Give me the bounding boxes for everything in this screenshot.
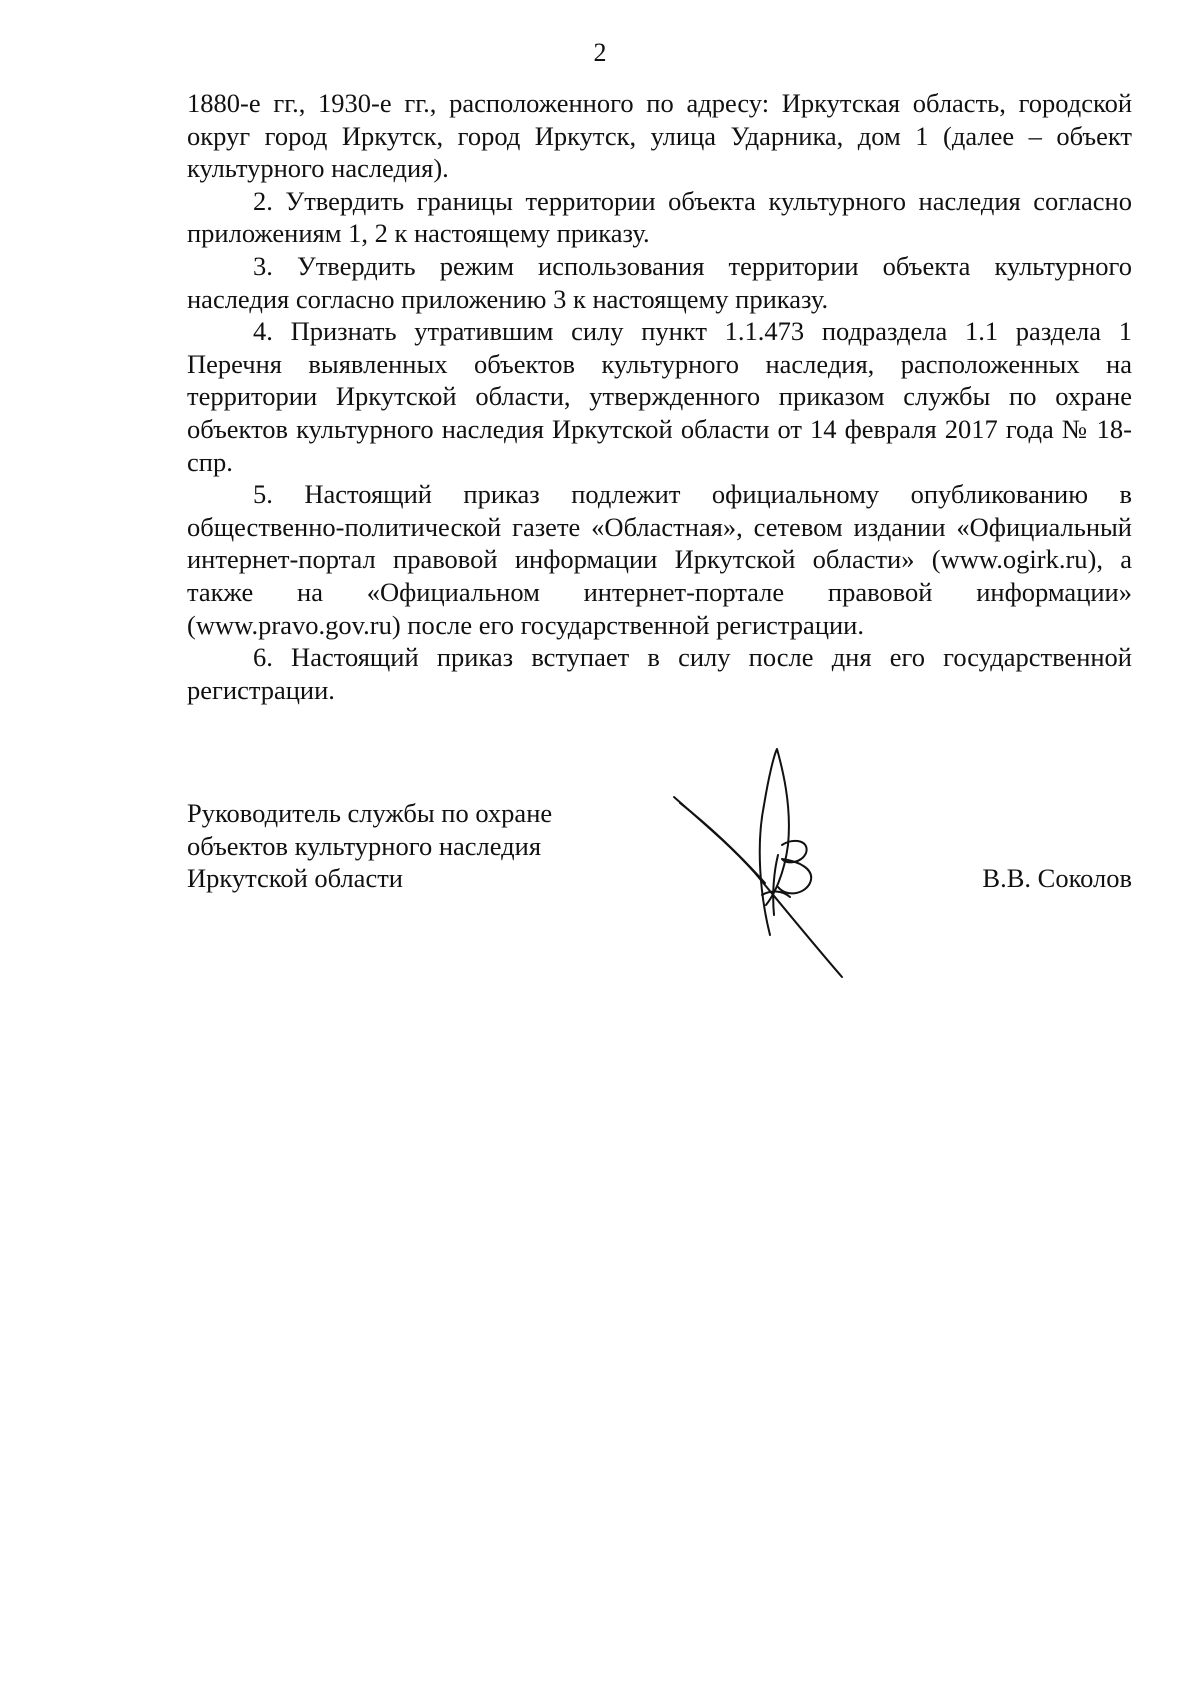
document-body [187, 87, 1132, 706]
paragraph-item-4: 4. Признать утратившим силу пункт 1.1.473 подраздела 1.1 раздела 1 Перечня выявленных объектов культурного наследия, расположенных на территории Иркутской области, утвержденного приказом службы по охране объектов культурного наследия Иркутской области от 14 февраля 2017 года № 18-спр. [187, 316, 1132, 477]
page-number: 2 [593, 38, 607, 67]
paragraph-continuation: 1880-е гг., 1930-е гг., расположенного по адресу: Иркутская область, городской округ город Иркутск, город Иркутск, улица Ударника, дом 1 (далее – объект культурного наследия). [187, 88, 1132, 184]
paragraph-item-2: 2. Утвердить границы территории объекта культурного наследия согласно приложениям 1, 2 к настоящему приказу. [187, 185, 1132, 249]
signatory-title-line: Иркутской области [187, 863, 403, 893]
signatory-name: В.В. Соколов [982, 863, 1132, 893]
paragraph-item-5: 5. Настоящий приказ подлежит официальному опубликованию в общественно-политической газете «Областная», сетевом издании «Официальный интернет-портал правовой информации Иркутской области» (www.ogirk.ru), а также на «Официальном интернет-портале правовой информации» (www.pravo.gov.ru) после его государственной регистрации. [187, 479, 1132, 640]
signatory-title-line: объектов культурного наследия [187, 830, 542, 861]
handwritten-signature [670, 745, 870, 980]
signatory-title-line: Руководитель службы по охране [187, 798, 553, 828]
signatory-title [187, 797, 552, 895]
signature-icon [670, 745, 870, 980]
signature-block [187, 797, 1132, 977]
paragraph-item-6: 6. Настоящий приказ вступает в силу после дня его государственной регистрации. [187, 642, 1132, 705]
paragraph-item-3: 3. Утвердить режим использования территории объекта культурного наследия согласно приложению 3 к настоящему приказу. [187, 250, 1132, 314]
